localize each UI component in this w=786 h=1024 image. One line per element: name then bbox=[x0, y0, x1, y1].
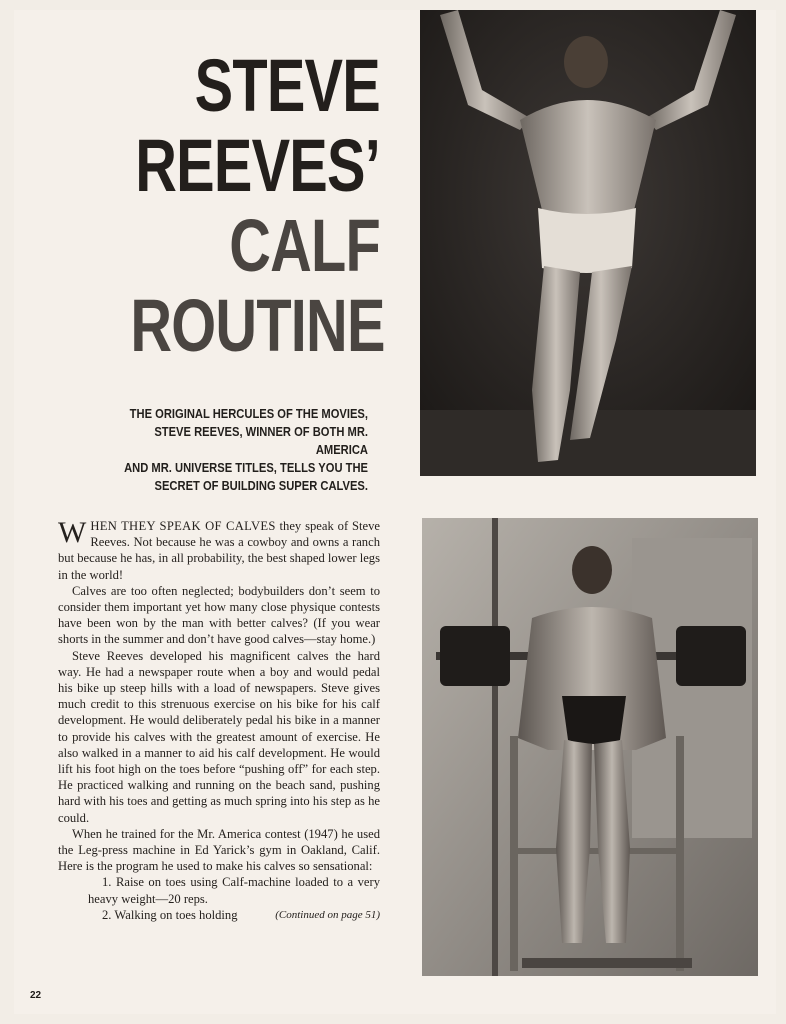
paragraph-4: When he trained for the Mr. America contest (1947) he used the Leg-press machine in Ed Yarick’s gym in Oakland, Calif. Here is the program he used to make his calves so sensational: bbox=[58, 826, 380, 874]
photo-back-pose bbox=[420, 10, 756, 476]
paragraph-3: Steve Reeves developed his magnificent calves the hard way. He had a newspaper route when a boy and would pedal his bike up steep hills with a load of newspapers. Steve gives much credit to this strenuous exercise on his bike for his calf development. He would deliberately pedal his bike in a manner to provide his calves with the greatest amount of exercise. He also walked in a manner to aid his calf development. He would lift his foot high on the toes before “pushing off” for each step. He practiced walking and running on the beach sand, pushing hard with his toes and getting as much spring into his step as he could. bbox=[58, 648, 380, 825]
paragraph-2: Calves are too often neglected; bodybuilders don’t seem to consider them important yet how many close physique contests have been won by the man with better calves? (If you wear shorts in the summer and don’t have good calves—stay home.) bbox=[58, 583, 380, 647]
lead-in: HEN THEY SPEAK OF CALVES bbox=[90, 519, 276, 533]
title-line-1: STEVE bbox=[194, 44, 380, 127]
title-line-4: ROUTINE bbox=[130, 284, 385, 367]
paragraph-1 bbox=[58, 518, 380, 583]
title-line-3: CALF bbox=[229, 204, 380, 287]
list-item-1: 1. Raise on toes using Calf-machine loaded to a very heavy weight—20 reps. bbox=[88, 875, 380, 906]
article-subtitle bbox=[103, 405, 368, 495]
article-title bbox=[130, 44, 385, 367]
subtitle-line-2: STEVE REEVES, WINNER OF BOTH MR. AMERICA bbox=[154, 424, 368, 457]
continued-note: (Continued on page 51) bbox=[275, 908, 380, 921]
list-item-2 bbox=[58, 907, 380, 923]
drop-cap: W bbox=[58, 516, 87, 549]
subtitle-line-3: AND MR. UNIVERSE TITLES, TELLS YOU THE bbox=[124, 460, 369, 475]
page-number: 22 bbox=[30, 990, 42, 1001]
title-line-2: REEVES’ bbox=[135, 124, 380, 207]
list-item-2-text: 2. Walking on toes holding bbox=[102, 907, 238, 922]
article-body bbox=[58, 518, 380, 923]
paragraph-1-text: they speak of Steve Reeves. Not because he was a cowboy and owns a ranch but because he has, in all probability, the best shaped lower legs in the world! bbox=[58, 519, 380, 582]
subtitle-line-1: THE ORIGINAL HERCULES OF THE MOVIES, bbox=[129, 406, 368, 421]
photo-calf-raise bbox=[422, 518, 758, 976]
subtitle-line-4: SECRET OF BUILDING SUPER CALVES. bbox=[154, 478, 368, 493]
